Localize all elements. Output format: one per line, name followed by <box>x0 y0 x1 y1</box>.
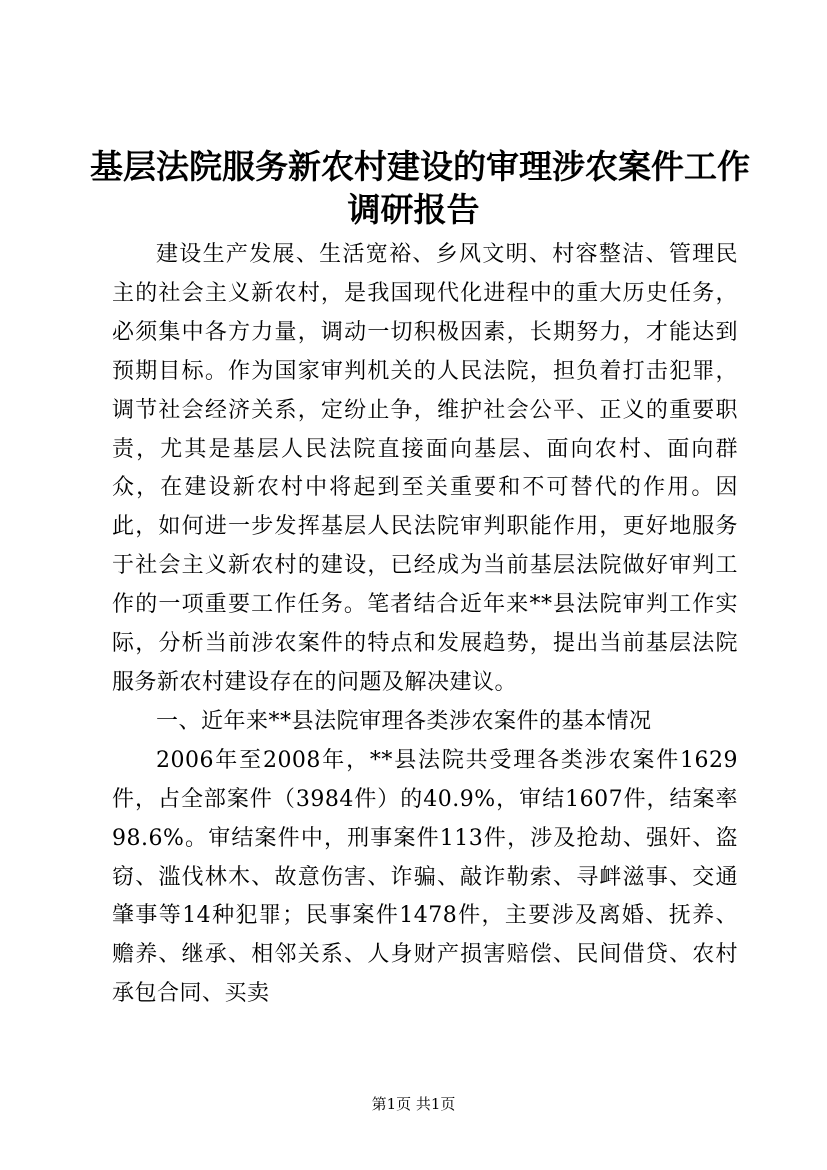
paragraph-statistics: 2006年至2008年，**县法院共受理各类涉农案件1629件，占全部案件（3984件）的40.9%，审结1607件，结案率98.6%。审结案件中，刑事案件113件，涉及抢劫、强奸、盗窃、滥伐林木、故意伤害、诈骗、敲诈勒索、寻衅滋事、交通肇事等14种犯罪；民事案件1478件，主要涉及离婚、抚养、赡养、继承、相邻关系、人身财产损害赔偿、民间借贷、农村承包合同、买卖 <box>112 747 738 1007</box>
document-body <box>112 236 738 1014</box>
document-title-line-2: 调研报告 <box>347 190 480 229</box>
page-footer: 第1页 共1页 <box>371 1095 456 1113</box>
document-title-line-1: 基层法院服务新农村建设的审理涉农案件工作 <box>90 147 750 186</box>
section-heading-1: 一、近年来**县法院审理各类涉农案件的基本情况 <box>156 708 652 734</box>
paragraph-intro: 建设生产发展、生活宽裕、乡风文明、村容整洁、管理民主的社会主义新农村，是我国现代化进程中的重大历史任务，必须集中各方力量，调动一切积极因素，长期努力，才能达到预期目标。作为国家审判机关的人民法院，担负着打击犯罪，调节社会经济关系，定纷止争，维护社会公平、正义的重要职责，尤其是基层人民法院直接面向基层、面向农村、面向群众，在建设新农村中将起到至关重要和不可替代的作用。因此，如何进一步发挥基层人民法院审判职能作用，更好地服务于社会主义新农村的建设，已经成为当前基层法院做好审判工作的一项重要工作任务。笔者结合近年来**县法院审判工作实际，分析当前涉农案件的特点和发展趋势，提出当前基层法院服务新农村建设存在的问题及解决建议。 <box>112 242 738 695</box>
